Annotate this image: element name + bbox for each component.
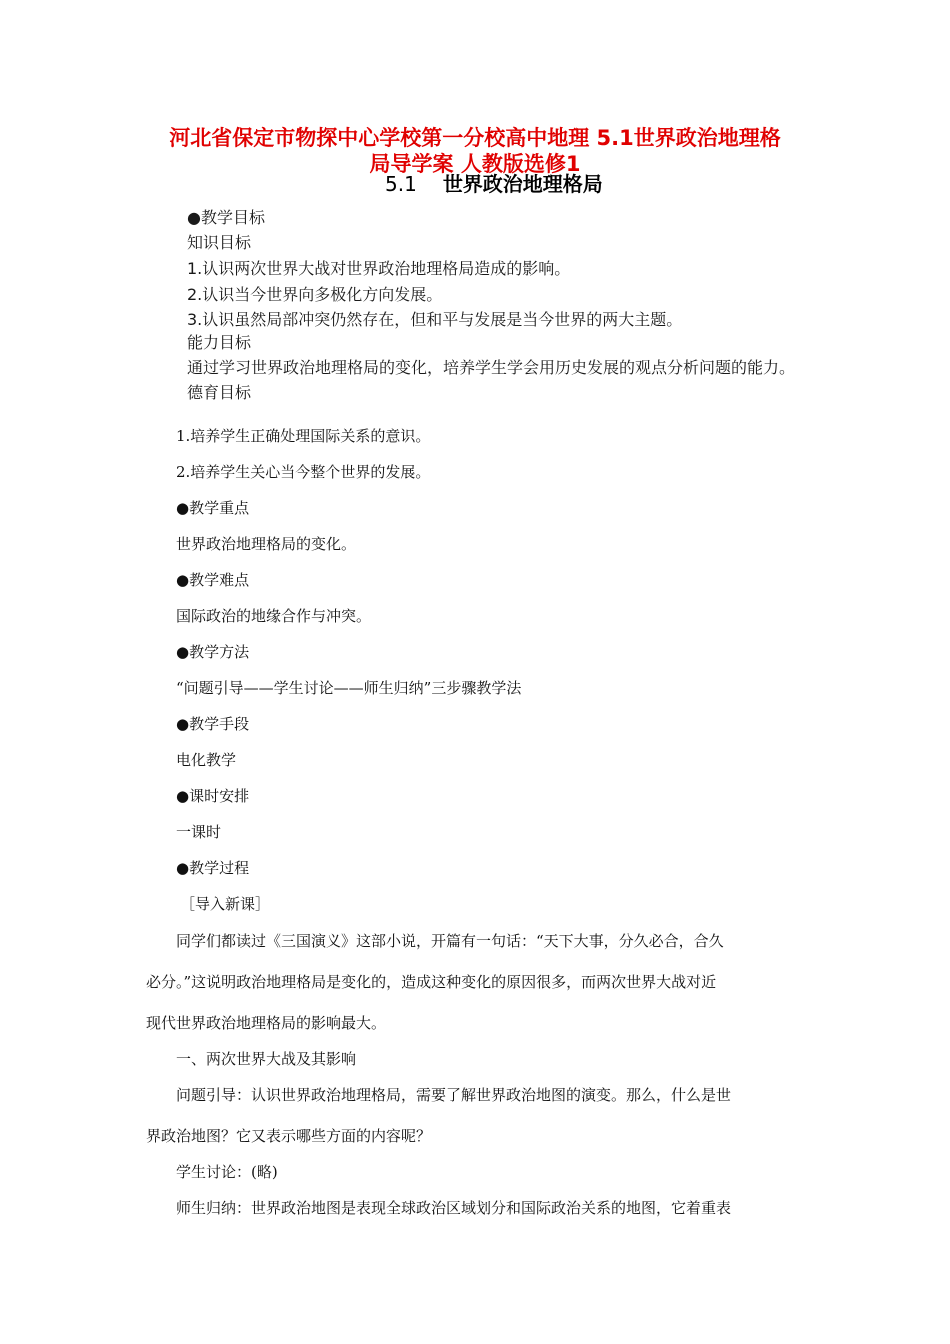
intro-paragraph-line-1: 同学们都读过《三国演义》这部小说，开篇有一句话：“天下大事，分久必合，合久	[176, 932, 724, 950]
section-number: 5.1	[385, 172, 417, 196]
summary-paragraph-line-1: 师生归纳：世界政治地图是表现全球政治区域划分和国际政治关系的地图，它着重表	[176, 1199, 732, 1217]
key-heading: ●教学重点	[176, 499, 250, 517]
knowledge-item-3: 3.认识虽然局部冲突仍然存在，但和平与发展是当今世界的两大主题。	[187, 310, 683, 329]
ability-text: 通过学习世界政治地理格局的变化，培养学生学会用历史发展的观点分析问题的能力。	[187, 358, 796, 377]
means-text: 电化教学	[176, 751, 237, 769]
section-subtitle	[385, 171, 603, 197]
document-title-line-1: 河北省保定市物探中心学校第一分校高中地理 5.1世界政治地理格	[169, 126, 781, 150]
process-heading: ●教学过程	[176, 859, 250, 877]
discussion-text: 学生讨论：(略)	[176, 1163, 278, 1181]
section-title: 世界政治地理格局	[442, 172, 603, 196]
intro-paragraph-line-3: 现代世界政治地理格局的影响最大。	[146, 1014, 387, 1032]
objectives-heading: ●教学目标	[187, 208, 265, 227]
moral-item-2: 2.培养学生关心当今整个世界的发展。	[176, 463, 431, 481]
difficulty-text: 国际政治的地缘合作与冲突。	[176, 607, 372, 625]
document-title-line-2: 局导学案 人教版选修1	[369, 152, 581, 176]
moral-item-1: 1.培养学生正确处理国际关系的意识。	[176, 427, 431, 445]
knowledge-heading: 知识目标	[187, 233, 252, 252]
schedule-text: 一课时	[176, 823, 222, 841]
knowledge-item-2: 2.认识当今世界向多极化方向发展。	[187, 285, 443, 304]
schedule-heading: ●课时安排	[176, 787, 250, 805]
key-text: 世界政治地理格局的变化。	[176, 535, 357, 553]
method-heading: ●教学方法	[176, 643, 250, 661]
ability-heading: 能力目标	[187, 333, 252, 352]
knowledge-item-1: 1.认识两次世界大战对世界政治地理格局造成的影响。	[187, 259, 571, 278]
intro-paragraph-line-2: 必分。”这说明政治地理格局是变化的，造成这种变化的原因很多，而两次世界大战对近	[146, 973, 717, 991]
method-text: “问题引导——学生讨论——师生归纳”三步骤教学法	[176, 679, 522, 697]
question-paragraph-line-2: 界政治地图？它又表示哪些方面的内容呢？	[146, 1127, 432, 1145]
question-paragraph-line-1: 问题引导：认识世界政治地理格局，需要了解世界政治地图的演变。那么，什么是世	[176, 1086, 732, 1104]
means-heading: ●教学手段	[176, 715, 250, 733]
intro-label: ［导入新课］	[180, 895, 271, 913]
difficulty-heading: ●教学难点	[176, 571, 250, 589]
section-heading-1: 一、两次世界大战及其影响	[176, 1050, 357, 1068]
moral-heading: 德育目标	[187, 383, 252, 402]
